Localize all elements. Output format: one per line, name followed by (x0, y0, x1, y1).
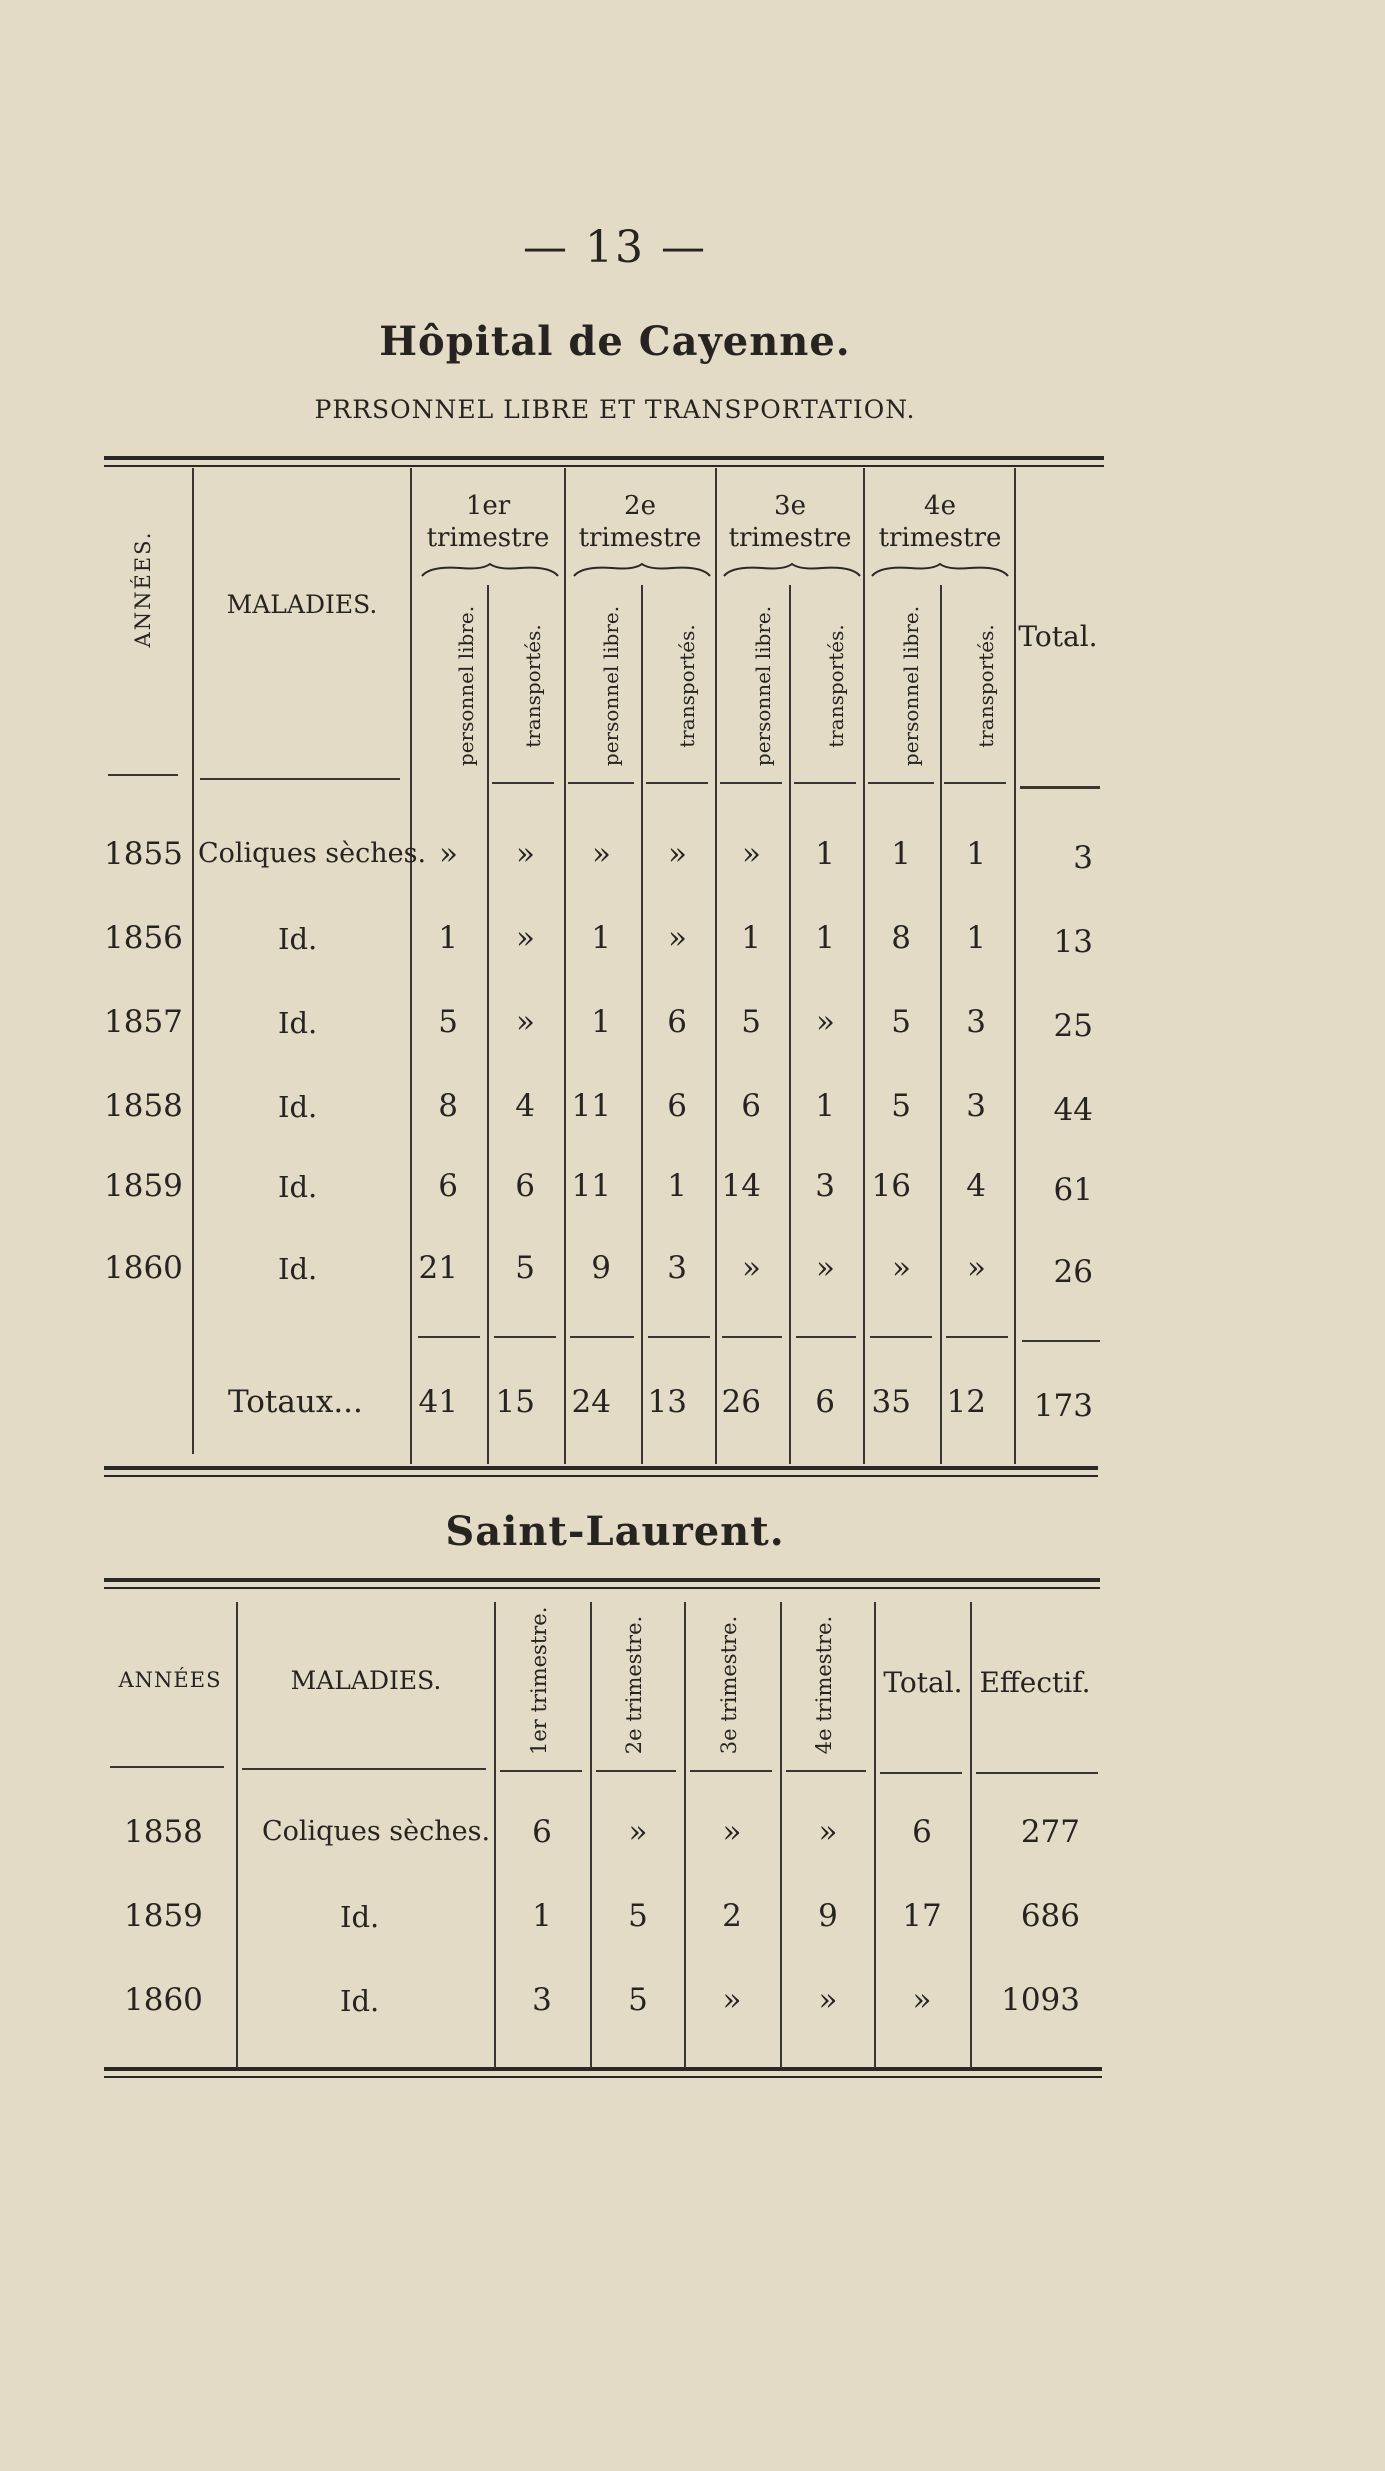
row-value: 6 (438, 1168, 458, 1204)
row-total: 26 (1053, 1254, 1093, 1290)
totals-value: 13 (647, 1384, 687, 1420)
col-divider (684, 1602, 686, 2068)
row-value: 1 (815, 920, 835, 956)
row-total: 13 (1053, 924, 1093, 960)
row-effectif: 686 (1020, 1898, 1080, 1934)
row-value: 1 (741, 920, 761, 956)
row-effectif: 1093 (1001, 1982, 1080, 2018)
col-divider (494, 1602, 496, 2068)
header-underline (880, 1772, 962, 1774)
totals-value: 15 (495, 1384, 535, 1420)
row-value: » (818, 1814, 838, 1850)
table-top-rule (104, 1578, 1100, 1582)
row-value: 5 (515, 1250, 535, 1286)
header-underline (108, 774, 178, 776)
row-value: 3 (966, 1088, 986, 1124)
row-value: 4 (515, 1088, 535, 1124)
table-top-rule (104, 456, 1104, 460)
col-divider (590, 1602, 592, 2068)
row-value: » (668, 836, 687, 872)
row-disease: Coliques sèches. (262, 1816, 491, 1847)
header-transportes-3: transportés. (824, 624, 848, 748)
row-disease: Id. (278, 922, 318, 956)
row-value: » (816, 1250, 835, 1286)
row-value: 5 (741, 1004, 761, 1040)
row-value: 1 (438, 920, 458, 956)
row-year: 1858 (124, 1814, 203, 1850)
header-personnel-libre-1: personnel libre. (454, 605, 478, 767)
row-value: » (742, 1250, 761, 1286)
header-total: Total. (1018, 620, 1098, 653)
row-value: » (668, 920, 687, 956)
header-underline (500, 1770, 582, 1772)
row-total: 3 (1073, 840, 1093, 876)
row-value: 9 (818, 1898, 838, 1934)
row-total: » (912, 1982, 932, 2018)
col-divider (236, 1602, 238, 2068)
row-value: 11 (571, 1088, 611, 1124)
row-value: 3 (532, 1982, 552, 2018)
row-total: 61 (1053, 1172, 1093, 1208)
row-value: 1 (891, 836, 911, 872)
row-year: 1859 (124, 1898, 203, 1934)
row-value: 1 (591, 920, 611, 956)
row-value: » (439, 836, 458, 872)
row-value: » (722, 1982, 742, 2018)
table-top-rule-thin (104, 465, 1104, 467)
row-value: » (628, 1814, 648, 1850)
row-value: » (722, 1814, 742, 1850)
col-divider (410, 468, 412, 1464)
row-value: 16 (871, 1168, 911, 1204)
section-title-cayenne: Hôpital de Cayenne. (379, 318, 851, 365)
col-divider (715, 468, 717, 1464)
table-bottom-rule-thin (104, 2076, 1102, 2078)
totals-value: 41 (418, 1384, 458, 1420)
section-subtitle: PRRSONNEL LIBRE ET TRANSPORTATION. (314, 395, 916, 424)
row-value: 5 (628, 1982, 648, 2018)
row-value: 1 (815, 1088, 835, 1124)
row-total: 6 (912, 1814, 932, 1850)
row-value: 14 (721, 1168, 761, 1204)
totals-underline (870, 1336, 932, 1338)
totals-label: Totaux... (228, 1384, 363, 1420)
row-value: » (742, 836, 761, 872)
row-value: 8 (891, 920, 911, 956)
section-title-saint-laurent: Saint-Laurent. (445, 1508, 785, 1555)
totals-value: 24 (571, 1384, 611, 1420)
row-value: 9 (591, 1250, 611, 1286)
totals-underline (494, 1336, 556, 1338)
header-underline (944, 782, 1006, 784)
row-year: 1858 (104, 1088, 183, 1124)
header-underline (646, 782, 708, 784)
header-underline (720, 782, 782, 784)
header-maladies: MALADIES. (290, 1666, 442, 1695)
row-disease: Coliques sèches. (198, 838, 427, 869)
row-value: 4 (966, 1168, 986, 1204)
header-trimestre-4: 4e trimestre (878, 491, 1002, 553)
totals-underline (648, 1336, 710, 1338)
row-year: 1856 (104, 920, 183, 956)
brace-icon (722, 562, 862, 580)
totals-underline (946, 1336, 1008, 1338)
row-value: 3 (667, 1250, 687, 1286)
row-value: » (816, 1004, 835, 1040)
header-underline (596, 1770, 676, 1772)
header-underline (568, 782, 634, 784)
row-value: 11 (571, 1168, 611, 1204)
col-divider (564, 468, 566, 1464)
row-year: 1855 (104, 836, 183, 872)
header-trimestre-1: 1er trimestre. (527, 1606, 551, 1755)
header-trimestre-3: 3e trimestre (728, 491, 852, 553)
col-divider (192, 468, 194, 1454)
row-value: 6 (667, 1088, 687, 1124)
row-disease: Id. (340, 1900, 380, 1934)
totals-value: 12 (946, 1384, 986, 1420)
header-underline (200, 778, 400, 780)
totals-underline (796, 1336, 856, 1338)
table-bottom-rule-thin (104, 1475, 1098, 1477)
row-total: 17 (902, 1898, 942, 1934)
header-transportes-4: transportés. (974, 624, 998, 748)
brace-icon (870, 562, 1010, 580)
row-value: 1 (591, 1004, 611, 1040)
row-year: 1860 (104, 1250, 183, 1286)
totals-underline (722, 1336, 782, 1338)
header-underline (868, 782, 934, 784)
row-value: 6 (515, 1168, 535, 1204)
row-value: 3 (815, 1168, 835, 1204)
row-value: » (516, 836, 535, 872)
row-value: 5 (891, 1004, 911, 1040)
col-divider (863, 468, 865, 1464)
header-effectif: Effectif. (979, 1666, 1091, 1699)
header-maladies: MALADIES. (226, 590, 378, 619)
row-disease: Id. (278, 1252, 318, 1286)
row-value: » (516, 920, 535, 956)
header-personnel-libre-4: personnel libre. (899, 605, 923, 767)
col-divider (1014, 468, 1016, 1464)
header-transportes-1: transportés. (521, 624, 545, 748)
row-value: 1 (966, 836, 986, 872)
row-total: 44 (1053, 1092, 1093, 1128)
row-value: 1 (966, 920, 986, 956)
totals-value: 26 (721, 1384, 761, 1420)
header-trimestre-2: 2e trimestre. (622, 1615, 646, 1755)
row-year: 1857 (104, 1004, 183, 1040)
row-value: 6 (741, 1088, 761, 1124)
row-disease: Id. (278, 1170, 318, 1204)
row-value: 21 (418, 1250, 458, 1286)
row-year: 1860 (124, 1982, 203, 2018)
row-value: » (818, 1982, 838, 2018)
totals-underline (570, 1336, 634, 1338)
header-underline (1020, 786, 1100, 789)
row-value: » (967, 1250, 986, 1286)
table-top-rule-thin (104, 1587, 1100, 1589)
row-value: 6 (667, 1004, 687, 1040)
header-annees: ANNÉES. (131, 530, 155, 648)
row-disease: Id. (278, 1090, 318, 1124)
row-value: 3 (966, 1004, 986, 1040)
header-underline (794, 782, 856, 784)
header-underline (110, 1766, 224, 1768)
table-bottom-rule (104, 2067, 1102, 2071)
page-number: — 13 — (523, 222, 707, 273)
row-year: 1859 (104, 1168, 183, 1204)
header-underline (976, 1772, 1098, 1774)
header-trimestre-3: 3e trimestre. (717, 1615, 741, 1755)
header-underline (242, 1768, 486, 1770)
header-trimestre-4: 4e trimestre. (812, 1615, 836, 1755)
totals-value: 35 (871, 1384, 911, 1420)
header-annees: ANNÉES (118, 1668, 222, 1692)
totals-underline (418, 1336, 480, 1338)
table-bottom-rule (104, 1466, 1098, 1470)
row-value: 5 (891, 1088, 911, 1124)
header-transportes-2: transportés. (675, 624, 699, 748)
row-value: » (516, 1004, 535, 1040)
totals-value: 6 (815, 1384, 835, 1420)
row-effectif: 277 (1020, 1814, 1080, 1850)
row-disease: Id. (340, 1984, 380, 2018)
header-trimestre-2: 2e trimestre (578, 491, 702, 553)
header-total: Total. (883, 1666, 963, 1699)
row-value: » (592, 836, 611, 872)
row-total: 25 (1053, 1008, 1093, 1044)
col-divider (780, 1602, 782, 2068)
row-value: 5 (438, 1004, 458, 1040)
row-value: 6 (532, 1814, 552, 1850)
header-personnel-libre-3: personnel libre. (751, 605, 775, 767)
header-trimestre-1: 1er trimestre (426, 491, 550, 553)
header-personnel-libre-2: personnel libre. (599, 605, 623, 767)
grand-total: 173 (1033, 1388, 1093, 1424)
header-underline (492, 782, 554, 784)
header-underline (690, 1770, 772, 1772)
row-value: 5 (628, 1898, 648, 1934)
row-disease: Id. (278, 1006, 318, 1040)
brace-icon (420, 562, 560, 580)
row-value: 1 (667, 1168, 687, 1204)
brace-icon (572, 562, 712, 580)
row-value: » (892, 1250, 911, 1286)
row-value: 1 (532, 1898, 552, 1934)
header-underline (786, 1770, 866, 1772)
row-value: 1 (815, 836, 835, 872)
totals-underline (1022, 1340, 1100, 1342)
row-value: 8 (438, 1088, 458, 1124)
row-value: 2 (722, 1898, 742, 1934)
